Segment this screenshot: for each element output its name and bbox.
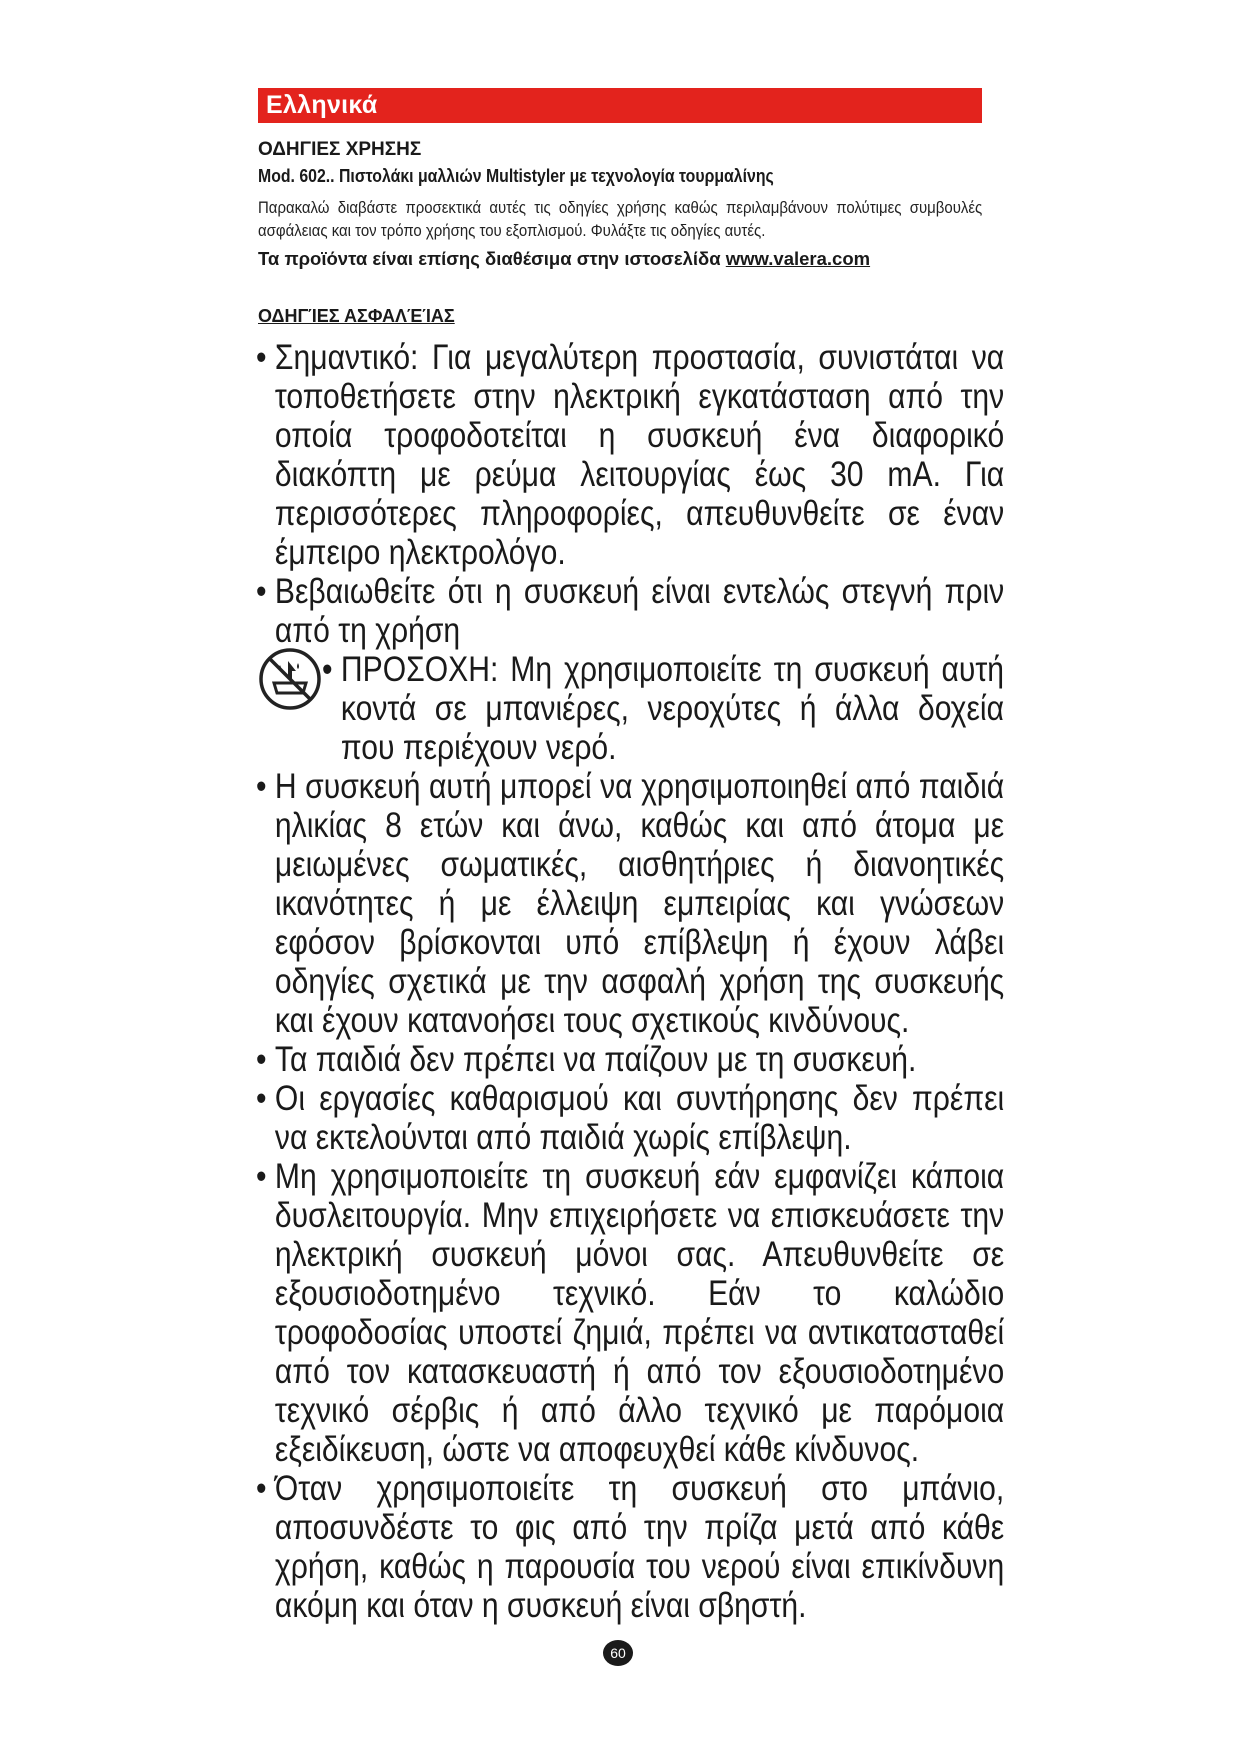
item-text: Τα παιδιά δεν πρέπει να παίζουν με τη συσκευή. [274, 1040, 917, 1079]
safety-list [256, 338, 1005, 1625]
page-number: 60 [603, 1640, 633, 1666]
item-text: Οι εργασίες καθαρισμού και συντήρησης δεν πρέπει να εκτελούνται από παιδιά χωρίς επίβλεψη. [274, 1079, 1005, 1157]
warning-text: ΠΡΟΣΟΧΗ: Μη χρησιμοποιείτε τη συσκευή αυτή κοντά σε μπανιέρες, νεροχύτες ή άλλα δοχεία που περιέχουν νερό. [340, 650, 1004, 767]
item-text: Η συσκευή αυτή μπορεί να χρησιμοποιηθεί από παιδιά ηλικίας 8 ετών και άνω, καθώς και από άτομα με μειωμένες σωματικές, αισθητήριες ή διανοητικές ικανότητες ή με έλλειψη εμπειρίας και γνώσεων εφόσον βρίσκονται υπό επίβλεψη ή έχουν λάβει οδηγίες σχετικά με την ασφαλή χρήση της συσκευής και έχουν κατανοήσει τους σχετικούς κινδύνους. [274, 767, 1005, 1040]
availability-line [258, 248, 982, 270]
website-link[interactable]: www.valera.com [725, 248, 871, 269]
list-item [256, 1157, 1004, 1469]
list-item [256, 767, 1004, 1040]
document-title: ΟΔΗΓΙΕΣ ΧΡΗΣΗΣ [258, 139, 422, 160]
bullet: • [256, 1079, 267, 1118]
item-text: Βεβαιωθείτε ότι η συσκευή είναι εντελώς στεγνή πριν από τη χρήση [274, 572, 1005, 650]
intro-paragraph: Παρακαλώ διαβάστε προσεκτικά αυτές τις οδηγίες χρήσης καθώς περιλαμβάνουν πολύτιμες συμβουλές ασφάλειας και τον τρόπο χρήσης του εξοπλισμού. Φυλάξτε τις οδηγίες αυτές. [258, 198, 983, 240]
item-text: Μη χρησιμοποιείτε τη συσκευή εάν εμφανίζει κάποια δυσλειτουργία. Μην επιχειρήσετε να επισκευάσετε την ηλεκτρική συσκευή μόνοι σας. Απευθυνθείτε σε εξουσιοδοτημένο τεχνικό. Εάν το καλώδιο τροφοδοσίας υποστεί ζημιά, πρέπει να αντικατασταθεί από τον κατασκευαστή ή από τον εξουσιοδοτημένο τεχνικό σέρβις ή από άλλο τεχνικό με παρόμοια εξειδίκευση, ώστε να αποφευχθεί κάθε κίνδυνος. [274, 1157, 1005, 1469]
item-text: Σημαντικό: Για μεγαλύτερη προστασία, συνιστάται να τοποθετήσετε στην ηλεκτρική εγκατάσταση από την οποία τροφοδοτείται η συσκευή ένα διαφορικό διακόπτη με ρεύμα λειτουργίας έως 30 mA. Για περισσότερες πληροφορίες, απευθυνθείτε σε έναν έμπειρο ηλεκτρολόγο. [274, 338, 1005, 572]
safety-heading: ΟΔΗΓΊΕΣ ΑΣΦΑΛΈΊΑΣ [258, 306, 455, 326]
list-item [256, 338, 1004, 572]
warning-item [322, 650, 1004, 767]
bullet: • [256, 1040, 267, 1079]
language-label: Ελληνικά [266, 91, 378, 119]
language-banner [258, 88, 982, 123]
bullet: • [256, 338, 267, 377]
no-water-icon [258, 647, 322, 711]
list-item [256, 572, 1004, 650]
list-item [256, 1469, 1004, 1625]
availability-text: Τα προϊόντα είναι επίσης διαθέσιμα στην ιστοσελίδα [258, 248, 726, 269]
item-text: Όταν χρησιμοποιείτε τη συσκευή στο μπάνιο, αποσυνδέστε το φις από την πρίζα μετά από κάθε χρήση, καθώς η παρουσία του νερού είναι επικίνδυνη ακόμη και όταν η συσκευή είναι σβηστή. [274, 1469, 1005, 1625]
bullet: • [256, 1469, 267, 1508]
list-item [256, 1040, 1004, 1079]
model-line: Mod. 602.. Πιστολάκι μαλλιών Multistyler με τεχνολογία τουρμαλίνης [258, 166, 774, 186]
bullet: • [256, 1157, 267, 1196]
bullet: • [256, 572, 267, 611]
list-item [256, 1079, 1004, 1157]
bullet: • [256, 767, 267, 806]
warning-block [322, 650, 1004, 767]
bullet: • [322, 650, 333, 689]
